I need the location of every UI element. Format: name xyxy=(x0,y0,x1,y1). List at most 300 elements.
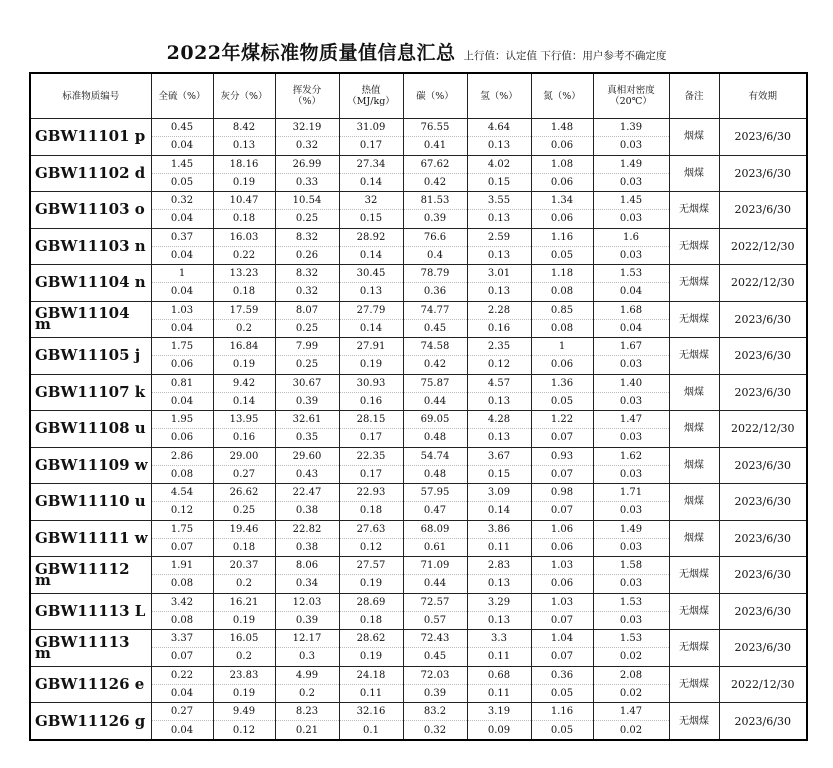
carbon-certified-value: 83.2 xyxy=(403,703,467,721)
nitrogen-uncertainty-value: 0.08 xyxy=(531,319,593,337)
carbon-uncertainty-value: 0.39 xyxy=(403,210,467,228)
density-certified-value: 1.40 xyxy=(593,374,669,392)
sulfur-uncertainty-value: 0.07 xyxy=(151,648,213,666)
carbon-uncertainty-value: 0.32 xyxy=(403,721,467,740)
nitrogen-certified-value: 1.03 xyxy=(531,593,593,611)
coal-type-note: 无烟煤 xyxy=(669,593,719,630)
col-header-density-l2: （20℃） xyxy=(610,96,652,107)
carbon-uncertainty-value: 0.61 xyxy=(403,538,467,556)
col-header-heat-l1: 热值 xyxy=(361,85,381,96)
hydrogen-certified-value: 3.29 xyxy=(467,593,531,611)
volatile-certified-value: 30.67 xyxy=(275,374,339,392)
table-row-certified xyxy=(30,338,807,356)
carbon-certified-value: 74.77 xyxy=(403,301,467,319)
carbon-uncertainty-value: 0.57 xyxy=(403,611,467,629)
hydrogen-uncertainty-value: 0.15 xyxy=(467,465,531,483)
density-uncertainty-value: 0.04 xyxy=(593,319,669,337)
density-certified-value: 1.53 xyxy=(593,265,669,283)
hydrogen-uncertainty-value: 0.15 xyxy=(467,173,531,191)
carbon-uncertainty-value: 0.48 xyxy=(403,465,467,483)
ash-uncertainty-value: 0.13 xyxy=(213,137,275,155)
hydrogen-uncertainty-value: 0.13 xyxy=(467,137,531,155)
sulfur-certified-value: 4.54 xyxy=(151,484,213,502)
volatile-certified-value: 8.07 xyxy=(275,301,339,319)
col-header-heat xyxy=(339,73,403,119)
hydrogen-certified-value: 2.83 xyxy=(467,557,531,575)
volatile-uncertainty-value: 0.39 xyxy=(275,611,339,629)
ash-certified-value: 29.00 xyxy=(213,447,275,465)
density-uncertainty-value: 0.03 xyxy=(593,575,669,593)
heat-uncertainty-value: 0.15 xyxy=(339,210,403,228)
density-uncertainty-value: 0.03 xyxy=(593,502,669,520)
sulfur-certified-value: 1 xyxy=(151,265,213,283)
ash-uncertainty-value: 0.2 xyxy=(213,319,275,337)
density-uncertainty-value: 0.03 xyxy=(593,137,669,155)
coal-type-note: 烟煤 xyxy=(669,447,719,484)
carbon-certified-value: 78.79 xyxy=(403,265,467,283)
hydrogen-certified-value: 3.3 xyxy=(467,630,531,648)
col-header-hydrogen: 氢（%） xyxy=(467,73,531,119)
table-row-certified xyxy=(30,119,807,137)
hydrogen-uncertainty-value: 0.13 xyxy=(467,575,531,593)
ash-certified-value: 13.95 xyxy=(213,411,275,429)
carbon-uncertainty-value: 0.4 xyxy=(403,246,467,264)
col-header-heat-l2: （MJ/kg） xyxy=(347,96,395,107)
carbon-uncertainty-value: 0.44 xyxy=(403,575,467,593)
density-uncertainty-value: 0.04 xyxy=(593,283,669,301)
nitrogen-uncertainty-value: 0.05 xyxy=(531,721,593,740)
ash-certified-value: 17.59 xyxy=(213,301,275,319)
material-code-cell: GBW11110 u xyxy=(30,484,151,521)
sulfur-certified-value: 0.32 xyxy=(151,192,213,210)
volatile-certified-value: 8.32 xyxy=(275,228,339,246)
validity-date: 2023/6/30 xyxy=(719,192,807,229)
heat-certified-value: 28.15 xyxy=(339,411,403,429)
hydrogen-uncertainty-value: 0.09 xyxy=(467,721,531,740)
ash-uncertainty-value: 0.22 xyxy=(213,246,275,264)
sulfur-certified-value: 2.86 xyxy=(151,447,213,465)
coal-type-note: 无烟煤 xyxy=(669,301,719,338)
sulfur-uncertainty-value: 0.08 xyxy=(151,575,213,593)
volatile-certified-value: 29.60 xyxy=(275,447,339,465)
ash-uncertainty-value: 0.18 xyxy=(213,538,275,556)
heat-uncertainty-value: 0.11 xyxy=(339,684,403,702)
sulfur-certified-value: 1.91 xyxy=(151,557,213,575)
carbon-certified-value: 69.05 xyxy=(403,411,467,429)
density-certified-value: 1.39 xyxy=(593,119,669,137)
ash-uncertainty-value: 0.27 xyxy=(213,465,275,483)
density-uncertainty-value: 0.03 xyxy=(593,210,669,228)
nitrogen-uncertainty-value: 0.05 xyxy=(531,246,593,264)
col-header-density xyxy=(593,73,669,119)
table-row-certified xyxy=(30,192,807,210)
col-header-density-l1: 真相对密度 xyxy=(607,85,655,96)
table-row-certified xyxy=(30,703,807,721)
table-row-certified xyxy=(30,411,807,429)
volatile-uncertainty-value: 0.34 xyxy=(275,575,339,593)
sulfur-certified-value: 1.95 xyxy=(151,411,213,429)
heat-uncertainty-value: 0.17 xyxy=(339,465,403,483)
carbon-uncertainty-value: 0.42 xyxy=(403,356,467,374)
coal-type-note: 无烟煤 xyxy=(669,192,719,229)
sulfur-uncertainty-value: 0.04 xyxy=(151,392,213,410)
carbon-certified-value: 71.09 xyxy=(403,557,467,575)
coal-type-note: 无烟煤 xyxy=(669,228,719,265)
density-uncertainty-value: 0.03 xyxy=(593,465,669,483)
ash-certified-value: 13.23 xyxy=(213,265,275,283)
table-row-certified xyxy=(30,520,807,538)
heat-certified-value: 24.18 xyxy=(339,666,403,684)
material-code-cell: GBW11104 n xyxy=(30,265,151,302)
carbon-uncertainty-value: 0.39 xyxy=(403,684,467,702)
nitrogen-uncertainty-value: 0.08 xyxy=(531,283,593,301)
heat-certified-value: 22.93 xyxy=(339,484,403,502)
sulfur-certified-value: 0.81 xyxy=(151,374,213,392)
sulfur-uncertainty-value: 0.08 xyxy=(151,611,213,629)
sulfur-certified-value: 0.27 xyxy=(151,703,213,721)
ash-uncertainty-value: 0.19 xyxy=(213,611,275,629)
table-row-certified xyxy=(30,630,807,648)
material-code-cell: GBW11107 k xyxy=(30,374,151,411)
table-row-certified xyxy=(30,447,807,465)
validity-date: 2023/6/30 xyxy=(719,338,807,375)
nitrogen-uncertainty-value: 0.05 xyxy=(531,684,593,702)
ash-uncertainty-value: 0.2 xyxy=(213,648,275,666)
coal-type-note: 无烟煤 xyxy=(669,703,719,741)
carbon-uncertainty-value: 0.44 xyxy=(403,392,467,410)
hydrogen-uncertainty-value: 0.13 xyxy=(467,210,531,228)
nitrogen-uncertainty-value: 0.06 xyxy=(531,356,593,374)
material-code-cell: GBW11103 o xyxy=(30,192,151,229)
density-uncertainty-value: 0.03 xyxy=(593,611,669,629)
hydrogen-uncertainty-value: 0.16 xyxy=(467,319,531,337)
heat-certified-value: 28.62 xyxy=(339,630,403,648)
volatile-certified-value: 26.99 xyxy=(275,155,339,173)
ash-uncertainty-value: 0.14 xyxy=(213,392,275,410)
sulfur-uncertainty-value: 0.04 xyxy=(151,137,213,155)
hydrogen-certified-value: 4.28 xyxy=(467,411,531,429)
col-header-sulfur: 全硫（%） xyxy=(151,73,213,119)
sulfur-uncertainty-value: 0.04 xyxy=(151,210,213,228)
coal-reference-table xyxy=(29,72,808,741)
volatile-uncertainty-value: 0.33 xyxy=(275,173,339,191)
validity-date: 2023/6/30 xyxy=(719,703,807,741)
ash-uncertainty-value: 0.18 xyxy=(213,283,275,301)
nitrogen-uncertainty-value: 0.07 xyxy=(531,648,593,666)
heat-uncertainty-value: 0.18 xyxy=(339,611,403,629)
hydrogen-certified-value: 3.19 xyxy=(467,703,531,721)
density-certified-value: 1.71 xyxy=(593,484,669,502)
ash-certified-value: 10.47 xyxy=(213,192,275,210)
hydrogen-certified-value: 3.09 xyxy=(467,484,531,502)
material-code-cell: GBW11103 n xyxy=(30,228,151,265)
nitrogen-uncertainty-value: 0.07 xyxy=(531,611,593,629)
heat-certified-value: 31.09 xyxy=(339,119,403,137)
carbon-certified-value: 68.09 xyxy=(403,520,467,538)
ash-uncertainty-value: 0.25 xyxy=(213,502,275,520)
carbon-uncertainty-value: 0.47 xyxy=(403,502,467,520)
validity-date: 2023/6/30 xyxy=(719,630,807,667)
ash-certified-value: 16.03 xyxy=(213,228,275,246)
heat-uncertainty-value: 0.18 xyxy=(339,502,403,520)
sulfur-uncertainty-value: 0.04 xyxy=(151,246,213,264)
ash-certified-value: 8.42 xyxy=(213,119,275,137)
ash-certified-value: 26.62 xyxy=(213,484,275,502)
material-code-cell: GBW11101 p xyxy=(30,119,151,156)
ash-certified-value: 23.83 xyxy=(213,666,275,684)
nitrogen-certified-value: 1 xyxy=(531,338,593,356)
hydrogen-uncertainty-value: 0.13 xyxy=(467,283,531,301)
density-uncertainty-value: 0.02 xyxy=(593,684,669,702)
carbon-certified-value: 72.03 xyxy=(403,666,467,684)
carbon-certified-value: 72.57 xyxy=(403,593,467,611)
heat-certified-value: 27.79 xyxy=(339,301,403,319)
material-code-cell: GBW11113 m xyxy=(30,630,151,667)
hydrogen-uncertainty-value: 0.11 xyxy=(467,538,531,556)
density-certified-value: 1.58 xyxy=(593,557,669,575)
carbon-certified-value: 76.55 xyxy=(403,119,467,137)
table-row-certified xyxy=(30,155,807,173)
hydrogen-uncertainty-value: 0.13 xyxy=(467,392,531,410)
volatile-uncertainty-value: 0.21 xyxy=(275,721,339,740)
heat-uncertainty-value: 0.1 xyxy=(339,721,403,740)
hydrogen-certified-value: 0.68 xyxy=(467,666,531,684)
validity-date: 2023/6/30 xyxy=(719,557,807,594)
nitrogen-uncertainty-value: 0.06 xyxy=(531,575,593,593)
sulfur-certified-value: 1.03 xyxy=(151,301,213,319)
coal-type-note: 无烟煤 xyxy=(669,265,719,302)
heat-certified-value: 28.92 xyxy=(339,228,403,246)
volatile-uncertainty-value: 0.25 xyxy=(275,319,339,337)
heat-uncertainty-value: 0.14 xyxy=(339,246,403,264)
heat-uncertainty-value: 0.19 xyxy=(339,356,403,374)
table-row-certified xyxy=(30,484,807,502)
table-row-certified xyxy=(30,666,807,684)
volatile-certified-value: 32.61 xyxy=(275,411,339,429)
hydrogen-certified-value: 4.64 xyxy=(467,119,531,137)
hydrogen-uncertainty-value: 0.11 xyxy=(467,648,531,666)
heat-uncertainty-value: 0.19 xyxy=(339,575,403,593)
ash-certified-value: 19.46 xyxy=(213,520,275,538)
nitrogen-uncertainty-value: 0.07 xyxy=(531,465,593,483)
nitrogen-certified-value: 1.48 xyxy=(531,119,593,137)
nitrogen-certified-value: 0.85 xyxy=(531,301,593,319)
sulfur-certified-value: 0.22 xyxy=(151,666,213,684)
hydrogen-certified-value: 2.59 xyxy=(467,228,531,246)
heat-certified-value: 30.45 xyxy=(339,265,403,283)
coal-type-note: 烟煤 xyxy=(669,119,719,156)
hydrogen-uncertainty-value: 0.14 xyxy=(467,502,531,520)
hydrogen-uncertainty-value: 0.13 xyxy=(467,611,531,629)
volatile-uncertainty-value: 0.3 xyxy=(275,648,339,666)
nitrogen-certified-value: 1.18 xyxy=(531,265,593,283)
ash-uncertainty-value: 0.19 xyxy=(213,684,275,702)
density-certified-value: 1.6 xyxy=(593,228,669,246)
hydrogen-uncertainty-value: 0.11 xyxy=(467,684,531,702)
sulfur-certified-value: 1.45 xyxy=(151,155,213,173)
volatile-certified-value: 7.99 xyxy=(275,338,339,356)
validity-date: 2022/12/30 xyxy=(719,265,807,302)
coal-type-note: 烟煤 xyxy=(669,411,719,448)
heat-uncertainty-value: 0.14 xyxy=(339,173,403,191)
coal-type-note: 无烟煤 xyxy=(669,630,719,667)
material-code-cell: GBW11109 w xyxy=(30,447,151,484)
volatile-certified-value: 22.47 xyxy=(275,484,339,502)
sulfur-certified-value: 1.75 xyxy=(151,520,213,538)
sulfur-uncertainty-value: 0.04 xyxy=(151,684,213,702)
density-uncertainty-value: 0.02 xyxy=(593,648,669,666)
sulfur-uncertainty-value: 0.06 xyxy=(151,429,213,447)
coal-type-note: 烟煤 xyxy=(669,155,719,192)
density-certified-value: 1.45 xyxy=(593,192,669,210)
material-code-cell: GBW11104 m xyxy=(30,301,151,338)
sulfur-uncertainty-value: 0.12 xyxy=(151,502,213,520)
density-uncertainty-value: 0.03 xyxy=(593,429,669,447)
volatile-uncertainty-value: 0.25 xyxy=(275,210,339,228)
heat-uncertainty-value: 0.17 xyxy=(339,137,403,155)
ash-certified-value: 20.37 xyxy=(213,557,275,575)
volatile-uncertainty-value: 0.32 xyxy=(275,137,339,155)
col-header-volatile xyxy=(275,73,339,119)
validity-date: 2023/6/30 xyxy=(719,484,807,521)
volatile-certified-value: 8.23 xyxy=(275,703,339,721)
carbon-uncertainty-value: 0.42 xyxy=(403,173,467,191)
heat-certified-value: 27.91 xyxy=(339,338,403,356)
nitrogen-certified-value: 1.36 xyxy=(531,374,593,392)
validity-date: 2023/6/30 xyxy=(719,119,807,156)
carbon-certified-value: 76.6 xyxy=(403,228,467,246)
volatile-certified-value: 10.54 xyxy=(275,192,339,210)
ash-uncertainty-value: 0.19 xyxy=(213,173,275,191)
sulfur-uncertainty-value: 0.04 xyxy=(151,283,213,301)
heat-certified-value: 28.69 xyxy=(339,593,403,611)
volatile-certified-value: 4.99 xyxy=(275,666,339,684)
hydrogen-certified-value: 2.35 xyxy=(467,338,531,356)
density-certified-value: 2.08 xyxy=(593,666,669,684)
volatile-certified-value: 32.19 xyxy=(275,119,339,137)
coal-type-note: 烟煤 xyxy=(669,374,719,411)
nitrogen-certified-value: 1.34 xyxy=(531,192,593,210)
density-certified-value: 1.49 xyxy=(593,155,669,173)
sulfur-uncertainty-value: 0.05 xyxy=(151,173,213,191)
nitrogen-uncertainty-value: 0.06 xyxy=(531,173,593,191)
ash-certified-value: 16.84 xyxy=(213,338,275,356)
nitrogen-uncertainty-value: 0.07 xyxy=(531,429,593,447)
heat-certified-value: 27.63 xyxy=(339,520,403,538)
coal-type-note: 烟煤 xyxy=(669,484,719,521)
nitrogen-uncertainty-value: 0.06 xyxy=(531,210,593,228)
table-row-certified xyxy=(30,265,807,283)
heat-uncertainty-value: 0.12 xyxy=(339,538,403,556)
heat-uncertainty-value: 0.19 xyxy=(339,648,403,666)
col-header-ash: 灰分（%） xyxy=(213,73,275,119)
heat-certified-value: 30.93 xyxy=(339,374,403,392)
heat-certified-value: 22.35 xyxy=(339,447,403,465)
carbon-certified-value: 67.62 xyxy=(403,155,467,173)
volatile-uncertainty-value: 0.43 xyxy=(275,465,339,483)
density-uncertainty-value: 0.03 xyxy=(593,538,669,556)
carbon-certified-value: 75.87 xyxy=(403,374,467,392)
nitrogen-certified-value: 1.08 xyxy=(531,155,593,173)
col-header-valid: 有效期 xyxy=(719,73,807,119)
nitrogen-certified-value: 0.93 xyxy=(531,447,593,465)
heat-certified-value: 32.16 xyxy=(339,703,403,721)
table-row-certified xyxy=(30,301,807,319)
density-uncertainty-value: 0.03 xyxy=(593,356,669,374)
validity-date: 2023/6/30 xyxy=(719,374,807,411)
page-subtitle: 上行值：认定值 下行值：用户参考不确定度 xyxy=(463,50,667,62)
coal-type-note: 无烟煤 xyxy=(669,557,719,594)
carbon-certified-value: 57.95 xyxy=(403,484,467,502)
sulfur-certified-value: 0.45 xyxy=(151,119,213,137)
ash-certified-value: 9.42 xyxy=(213,374,275,392)
ash-certified-value: 16.05 xyxy=(213,630,275,648)
hydrogen-certified-value: 3.01 xyxy=(467,265,531,283)
nitrogen-certified-value: 1.06 xyxy=(531,520,593,538)
carbon-uncertainty-value: 0.48 xyxy=(403,429,467,447)
carbon-uncertainty-value: 0.41 xyxy=(403,137,467,155)
hydrogen-certified-value: 4.57 xyxy=(467,374,531,392)
heat-uncertainty-value: 0.14 xyxy=(339,319,403,337)
ash-certified-value: 16.21 xyxy=(213,593,275,611)
volatile-certified-value: 22.82 xyxy=(275,520,339,538)
hydrogen-certified-value: 3.86 xyxy=(467,520,531,538)
ash-uncertainty-value: 0.16 xyxy=(213,429,275,447)
carbon-certified-value: 74.58 xyxy=(403,338,467,356)
density-certified-value: 1.47 xyxy=(593,411,669,429)
hydrogen-certified-value: 4.02 xyxy=(467,155,531,173)
heat-certified-value: 27.57 xyxy=(339,557,403,575)
sulfur-uncertainty-value: 0.06 xyxy=(151,356,213,374)
volatile-uncertainty-value: 0.38 xyxy=(275,538,339,556)
material-code-cell: GBW11102 d xyxy=(30,155,151,192)
ash-uncertainty-value: 0.2 xyxy=(213,575,275,593)
density-uncertainty-value: 0.03 xyxy=(593,392,669,410)
material-code-cell: GBW11126 g xyxy=(30,703,151,741)
nitrogen-uncertainty-value: 0.06 xyxy=(531,137,593,155)
density-certified-value: 1.53 xyxy=(593,630,669,648)
nitrogen-certified-value: 0.36 xyxy=(531,666,593,684)
coal-type-note: 无烟煤 xyxy=(669,338,719,375)
sulfur-certified-value: 0.37 xyxy=(151,228,213,246)
ash-uncertainty-value: 0.12 xyxy=(213,721,275,740)
sulfur-certified-value: 3.42 xyxy=(151,593,213,611)
volatile-uncertainty-value: 0.25 xyxy=(275,356,339,374)
nitrogen-uncertainty-value: 0.06 xyxy=(531,538,593,556)
hydrogen-uncertainty-value: 0.12 xyxy=(467,356,531,374)
volatile-uncertainty-value: 0.39 xyxy=(275,392,339,410)
hydrogen-certified-value: 3.55 xyxy=(467,192,531,210)
volatile-uncertainty-value: 0.26 xyxy=(275,246,339,264)
col-header-nitrogen: 氮（%） xyxy=(531,73,593,119)
carbon-certified-value: 81.53 xyxy=(403,192,467,210)
table-row-certified xyxy=(30,557,807,575)
validity-date: 2023/6/30 xyxy=(719,593,807,630)
volatile-certified-value: 12.17 xyxy=(275,630,339,648)
nitrogen-certified-value: 1.16 xyxy=(531,703,593,721)
coal-type-note: 烟煤 xyxy=(669,520,719,557)
density-certified-value: 1.49 xyxy=(593,520,669,538)
volatile-uncertainty-value: 0.2 xyxy=(275,684,339,702)
material-code-cell: GBW11105 j xyxy=(30,338,151,375)
volatile-certified-value: 8.06 xyxy=(275,557,339,575)
sulfur-certified-value: 3.37 xyxy=(151,630,213,648)
validity-date: 2023/6/30 xyxy=(719,520,807,557)
col-header-volatile-l1: 挥发分 xyxy=(292,85,322,96)
validity-date: 2023/6/30 xyxy=(719,301,807,338)
material-code-cell: GBW11108 u xyxy=(30,411,151,448)
material-code-cell: GBW11113 L xyxy=(30,593,151,630)
